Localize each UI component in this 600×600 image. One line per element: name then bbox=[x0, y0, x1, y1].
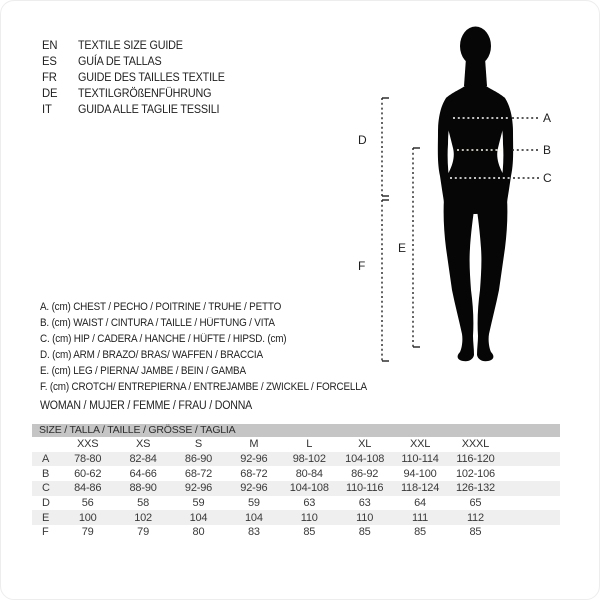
language-list bbox=[42, 37, 241, 117]
cell: 94-100 bbox=[403, 467, 437, 480]
cell: 104-108 bbox=[289, 482, 329, 495]
language-row-es bbox=[42, 53, 241, 69]
row-label: B bbox=[42, 467, 50, 480]
row-label: E bbox=[42, 511, 50, 524]
cell: 63 bbox=[303, 497, 316, 510]
row-label: F bbox=[42, 526, 49, 539]
language-label: TEXTILE SIZE GUIDE bbox=[78, 38, 183, 52]
cell: 65 bbox=[469, 497, 482, 510]
language-code: IT bbox=[42, 102, 52, 116]
measure-labels bbox=[358, 111, 552, 273]
col-header-s: S bbox=[194, 438, 203, 451]
cell: 116-120 bbox=[456, 453, 495, 466]
gender-heading: WOMAN / MUJER / FEMME / FRAU / DONNA bbox=[40, 400, 253, 412]
cell: 110 bbox=[300, 511, 318, 524]
cell: 98-102 bbox=[292, 453, 326, 466]
cell: 83 bbox=[247, 526, 260, 539]
col-header-xxl: XXL bbox=[409, 438, 431, 451]
cell: 85 bbox=[469, 526, 482, 539]
cell: 82-84 bbox=[129, 453, 157, 466]
language-code: ES bbox=[42, 54, 57, 68]
label-hip-c: C bbox=[543, 171, 552, 185]
cell: 102 bbox=[134, 511, 152, 524]
legend-hip: C. (cm) HIP / CADERA / HANCHE / HÜFTE / HIPSD. (cm) bbox=[40, 333, 287, 345]
label-crotch-f: F bbox=[358, 259, 366, 273]
table-row-f bbox=[32, 525, 560, 540]
cell: 79 bbox=[137, 526, 149, 539]
cell: 126-132 bbox=[455, 482, 495, 495]
language-code: EN bbox=[42, 38, 58, 52]
legend-arm: D. (cm) ARM / BRAZO/ BRAS/ WAFFEN / BRACCIA bbox=[40, 349, 263, 361]
col-header-xl: XL bbox=[358, 438, 372, 451]
cell: 85 bbox=[303, 526, 316, 539]
cell: 58 bbox=[137, 497, 149, 510]
language-label: GUIDA ALLE TAGLIE TESSILI bbox=[78, 102, 220, 116]
woman-silhouette bbox=[438, 27, 513, 362]
cell: 100 bbox=[78, 511, 97, 524]
cell: 102-106 bbox=[455, 467, 495, 480]
label-leg-e: E bbox=[398, 241, 407, 255]
cell: 59 bbox=[247, 497, 260, 510]
cell: 92-96 bbox=[240, 482, 268, 495]
cell: 104 bbox=[189, 511, 208, 524]
cell: 104 bbox=[244, 511, 263, 524]
language-label: TEXTILGRÖßENFÜHRUNG bbox=[78, 86, 212, 100]
col-header-xxs: XXS bbox=[76, 438, 99, 451]
row-label: A bbox=[42, 453, 50, 466]
cell: 112 bbox=[466, 511, 484, 524]
legend-leg: E. (cm) LEG / PIERNA/ JAMBE / BEIN / GAMBA bbox=[40, 365, 246, 377]
language-code: FR bbox=[42, 70, 57, 84]
cell: 80 bbox=[192, 526, 205, 539]
table-row-a bbox=[32, 452, 560, 467]
legend-crotch: F. (cm) CROTCH/ ENTREPIERNA / ENTREJAMBE / ZWICKEL / FORCELLA bbox=[40, 381, 367, 393]
cell: 86-90 bbox=[184, 453, 213, 466]
cell: 80-84 bbox=[295, 467, 323, 480]
language-row-fr bbox=[42, 69, 241, 85]
cell: 88-90 bbox=[129, 482, 157, 495]
col-header-xs: XS bbox=[135, 438, 151, 451]
language-row-it bbox=[42, 101, 241, 117]
cell: 64-66 bbox=[129, 467, 157, 480]
cell: 111 bbox=[411, 511, 429, 524]
label-waist-b: B bbox=[543, 143, 552, 157]
language-label: GUÍA DE TALLAS bbox=[78, 54, 162, 68]
label-arm-d: D bbox=[358, 133, 367, 147]
row-label: D bbox=[42, 497, 50, 510]
row-label: C bbox=[42, 482, 50, 495]
cell: 68-72 bbox=[240, 467, 268, 480]
table-row-b bbox=[32, 466, 560, 481]
cell: 59 bbox=[192, 497, 205, 510]
cell: 60-62 bbox=[74, 467, 102, 480]
cell: 84-86 bbox=[74, 482, 102, 495]
cell: 79 bbox=[81, 526, 94, 539]
legend-waist: B. (cm) WAIST / CINTURA / TAILLE / HÜFTUNG / VITA bbox=[40, 317, 275, 329]
measurement-legend bbox=[40, 299, 403, 395]
cell: 92-96 bbox=[240, 453, 268, 466]
label-chest-a: A bbox=[543, 111, 552, 125]
cell: 64 bbox=[414, 497, 426, 510]
size-table bbox=[32, 424, 560, 540]
cell: 68-72 bbox=[184, 467, 213, 480]
measure-lines-horizontal bbox=[450, 118, 540, 178]
size-table-header: SIZE / TALLA / TAILLE / GRÖSSE / TAGLIA bbox=[32, 424, 560, 437]
language-code: DE bbox=[42, 86, 58, 100]
legend-chest: A. (cm) CHEST / PECHO / POITRINE / TRUHE / PETTO bbox=[40, 301, 282, 313]
cell: 110 bbox=[356, 511, 374, 524]
cell: 85 bbox=[414, 526, 426, 539]
language-label: GUIDE DES TAILLES TEXTILE bbox=[78, 70, 225, 84]
table-row-d bbox=[32, 496, 560, 511]
col-header-xxxl: XXXL bbox=[461, 438, 490, 451]
cell: 104-108 bbox=[345, 453, 385, 466]
col-header-l: L bbox=[306, 438, 313, 451]
cell: 85 bbox=[358, 526, 371, 539]
cell: 56 bbox=[81, 497, 94, 510]
cell: 92-96 bbox=[184, 482, 213, 495]
cell: 110-116 bbox=[345, 482, 384, 495]
cell: 78-80 bbox=[74, 453, 102, 466]
col-header-m: M bbox=[249, 438, 259, 451]
cell: 63 bbox=[358, 497, 371, 510]
cell: 86-92 bbox=[351, 467, 379, 480]
size-columns-row bbox=[32, 437, 560, 452]
table-row-c bbox=[32, 481, 560, 496]
table-row-e bbox=[32, 510, 560, 525]
language-row-en bbox=[42, 37, 241, 53]
cell: 118-124 bbox=[400, 482, 440, 495]
language-row-de bbox=[42, 85, 241, 101]
cell: 110-114 bbox=[401, 453, 439, 466]
